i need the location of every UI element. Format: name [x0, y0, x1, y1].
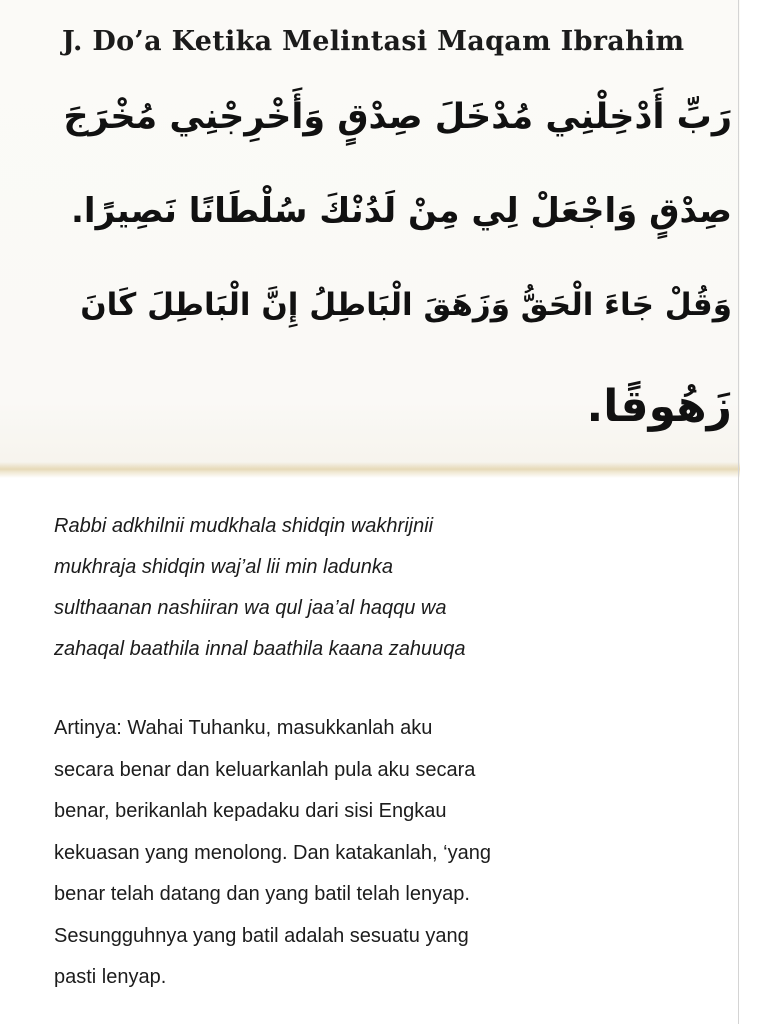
translation-line: pasti lenyap. — [54, 966, 167, 988]
arabic-line: رَبِّ أَدْخِلْنِي مُدْخَلَ صِدْقٍ وَأَخْرِجْنِي مُخْرَجَ — [63, 97, 732, 137]
translation-line: secara benar dan keluarkanlah pula aku secara — [54, 758, 476, 781]
translation-line: benar, berikanlah kepadaku dari sisi Engkau — [54, 800, 447, 822]
translation-line: benar telah datang dan yang batil telah lenyap. — [54, 883, 470, 905]
arabic-line: وَقُلْ جَاءَ الْحَقُّ وَزَهَقَ الْبَاطِلُ إِنَّ الْبَاطِلَ كَانَ — [80, 287, 732, 323]
arabic-line: زَهُوقًا. — [586, 381, 732, 432]
page-edge-divider — [738, 0, 739, 1024]
translation-line: kekuasan yang menolong. Dan katakanlah, ‘yang — [54, 841, 491, 864]
transliteration-line: Rabbi adkhilnii mudkhala shidqin wakhrijnii — [54, 515, 434, 537]
transliteration-line: sulthaanan nashiiran wa qul jaa’al haqqu wa — [54, 597, 447, 619]
transliteration-line: mukhraja shidqin waj’al lii min ladunka — [54, 556, 394, 578]
arabic-line: صِدْقٍ وَاجْعَلْ لِي مِنْ لَدُنْكَ سُلْطَانًا نَصِيرًا. — [71, 191, 732, 231]
prayer-heading: J. Do’a Ketika Melintasi Maqam Ibrahim — [62, 26, 685, 57]
transliteration-line: zahaqal baathila innal baathila kaana zahuuqa — [54, 638, 466, 660]
translation-paragraph — [54, 708, 654, 999]
scan-edge-shadow — [0, 462, 740, 478]
translation-line: Artinya: Wahai Tuhanku, masukkanlah aku — [54, 717, 433, 739]
transliteration-paragraph — [54, 506, 614, 670]
translation-line: Sesungguhnya yang batil adalah sesuatu yang — [54, 924, 469, 947]
